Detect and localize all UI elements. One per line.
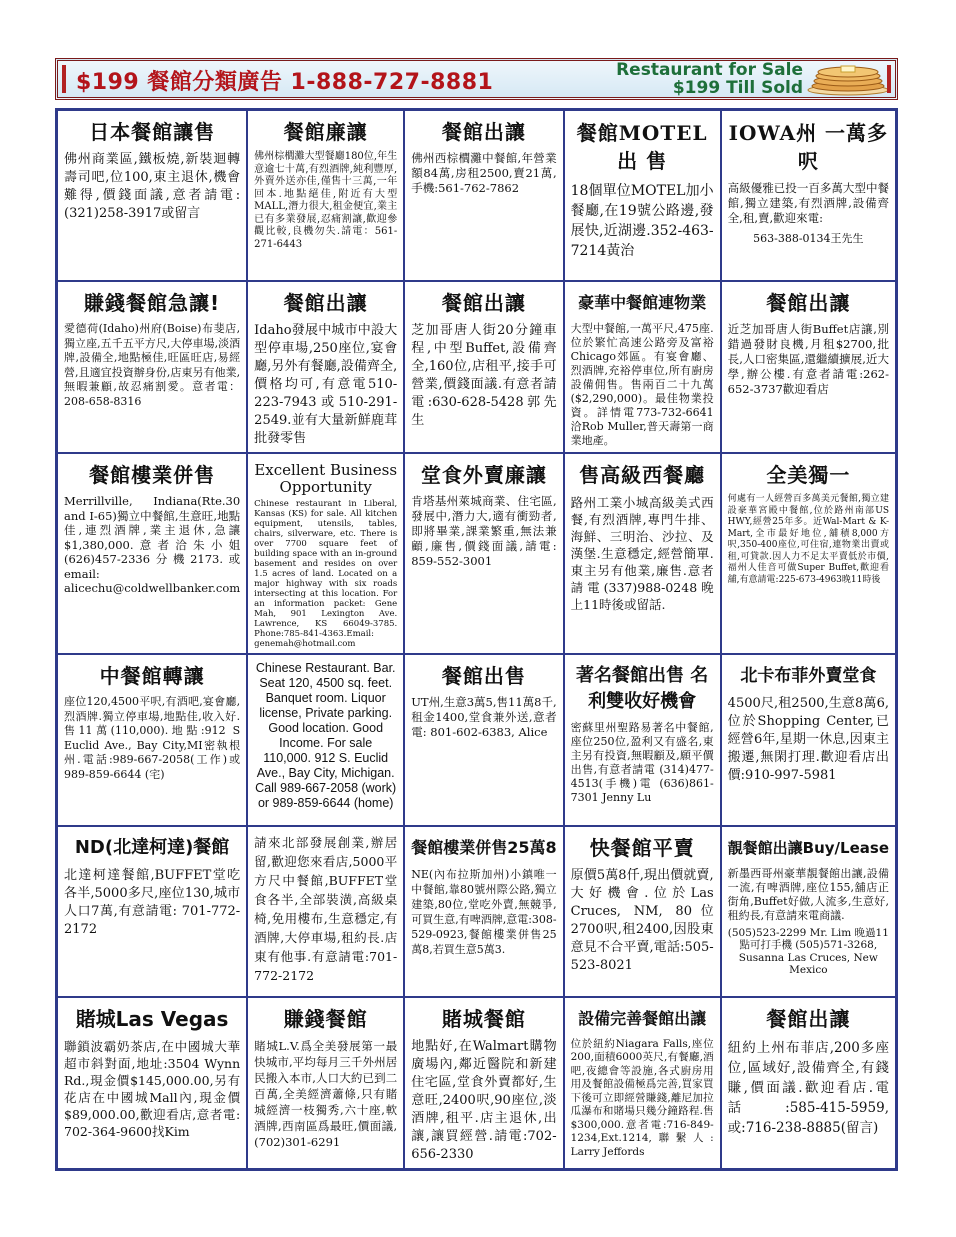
ad-chicago-buffet (404, 281, 563, 453)
ad-body: 大型中餐館,一萬平尺,475座.位於繁忙高速公路旁及富裕Chicago郊區。有宴會廳、烈酒牌,充裕停車位,所有廚房設備佣售。售兩百二十九萬($2,290,000)。最佳物業投資。詳情電773-732-6641洽Rob Muller,普天壽第一商業地產。 (570, 322, 714, 448)
ad-body: 18個單位MOTEL加小餐廳,在19號公路邊,發展快,近湖邊.352-463-7214黃治 (570, 183, 714, 259)
pancake-stack-icon (805, 62, 891, 96)
ad-title: 賭城餐館 (441, 1006, 526, 1031)
banner-right-line2: $199 Till Sold (672, 78, 803, 98)
ad-unique-nationwide (721, 453, 896, 654)
ad-title: 豪華中餐館連物業 (578, 293, 707, 313)
ad-nebraska (404, 826, 563, 997)
ad-title: 售高級西餐廳 (579, 463, 706, 488)
ad-body: 北達柯達餐館,BUFFET堂吃各半,5000多尺,座位130,城市人口7萬,有意請電: 701-772-2172 (64, 867, 241, 937)
ad-title: 日本餐館讓售 (89, 120, 216, 144)
ad-idaho-buffet (57, 281, 247, 453)
ad-kansas-opportunity (247, 453, 404, 654)
ad-title: 餐館出讓 (283, 291, 368, 316)
ad-title: 靚餐館出讓Buy/Lease (727, 838, 889, 857)
ad-famous-restaurant (564, 654, 721, 825)
ad-body: 聯鎖波霸奶茶店,在中國城大華超市斜對面,地址:3504 Wynn Rd.,現金價$145,000.00,另有花店在中國城Mall內,現金價$89,000.00,歡迎看店,意者電: 702-364-9600找Kim (64, 1038, 241, 1139)
ad-body: NE(內布拉斯加州)小鎮唯一中餐館,靠80號州際公路,獨立建築,80位,堂吃外賣,無競爭,可買生意,有啤酒牌,意電:308-529-0923,餐館樓業併售25萬8,若買生意5萬3. (411, 867, 557, 956)
ad-body: 密蘇里州聖路易著名中餐館,座位250位,盈利又有盛名,東主另有投資,無暇顧及,願平價出售,有意者請電 (314)477-4513(手機)電 (636)861-7301 Jenny Lu (570, 721, 714, 805)
ad-fast-food (564, 826, 721, 997)
ad-las-vegas-teashop (57, 997, 247, 1169)
ad-title: 賺錢餐館 (283, 1006, 368, 1031)
ad-body: 位於紐約Niagara Falls,座位200,面積6000英尺,有餐廳,酒吧,夜總會等設施,各式廚房用用及餐館設備極爲完善,買家買下後可立即經營賺錢,離尼加拉瓜瀑布和賭場只幾分鐘路程.售$300,000.意者電:716-849-1234,Ext.1214,聯繫人: Larry Jeffords (570, 1037, 714, 1158)
ad-niagara-falls (564, 997, 721, 1169)
ad-japanese-restaurant (57, 110, 247, 281)
ad-body: 請來北部發展創業,辦居留,歡迎您來看店,5000平方尺中餐館,BUFFET堂食各半,全部裝潢,高級桌椅,免用樓布,生意穩定,有酒牌,大停車場,租約長.店東有他事.有意請電:701-772-2172 (254, 834, 398, 983)
banner-left-bar (62, 65, 66, 93)
ad-motel-sale (564, 110, 721, 281)
ad-title: 餐館樓業併售25萬8 (411, 837, 557, 857)
ad-body: 愛德荷(Idaho)州府(Boise)布斐店,獨立座,五千五平方尺,大停車場,淡酒牌,設備全,地點極佳,旺區旺店,易經營,且適宜投資辦身份,店東另有他業,無暇兼顧,故忍痛割愛。意者電：208-658-8316 (64, 322, 241, 408)
ad-body: 芝加哥唐人街20分鐘車程,中型Buffet,設備齊全,160位,店租平,接手可營業,價錢面議.有意者請電:630-628-5428郭先生 (411, 323, 557, 429)
ad-title: 賺錢餐館急讓! (84, 291, 221, 316)
ad-restaurant-transfer (404, 110, 563, 281)
ad-title: 著名餐館出售 名利雙收好機會 (576, 665, 709, 713)
ad-chicago-buffet-2 (721, 281, 896, 453)
ad-upstate-ny-buffet (721, 997, 896, 1169)
ad-title: 全美獨一 (766, 463, 851, 488)
ad-luxury-restaurant-property (564, 281, 721, 453)
ad-title: 設備完善餐館出讓 (578, 1008, 707, 1028)
ad-body: 佛州西棕櫚灘中餐館,年營業額84萬,房租2500,賣21萬,手機:561-762-7862 (411, 151, 557, 195)
ad-body: 原價5萬8仟,現出價就賣,大好機會.位於Las Cruces, NM, 80位2700呎,租2400,因股東意見不合平賣,電話:505-523-8021 (570, 867, 714, 973)
ad-title: 堂食外賣廉讓 (420, 463, 547, 488)
ad-michigan-english (247, 654, 404, 825)
ad-body: 路州工業小城高級美式西餐,有烈酒牌,專門牛排、海鮮、三明治、沙拉、及漢堡.生意穩定,經營簡單.東主另有他業,廉售.意者請電(337)988-0248晚上11時後或留話. (570, 495, 714, 613)
ad-nc-buffet (721, 654, 896, 825)
ad-title: 餐館出售 (441, 664, 526, 689)
ad-title: 餐館廉讓 (283, 120, 368, 144)
ad-body: Idaho發展中城市中設大型停車場,250座位,宴會廳,另外有餐廳,設備齊全,價格均可,有意電510-223-7943或510-291-2549.並有大量新鮮鹿茸批發零售 (254, 323, 398, 447)
ad-louisiana-western (564, 453, 721, 654)
ad-michigan-chinese (57, 654, 247, 825)
ad-kentucky-takeout (404, 453, 563, 654)
ad-title: Excellent Business Opportunity (254, 461, 398, 497)
ad-title: ND(北達柯達)餐館 (74, 836, 230, 858)
ad-casino-city-restaurant (404, 997, 563, 1169)
ad-body: 4500尺,租2500,生意8萬6,位於Shopping Center,已經營6年,星期一休息,因東主搬遷,無閑打理.歡迎看店出價:910-997-5981 (727, 696, 889, 784)
ad-contact: (505)523-2299 Mr. Lim 晚過11點可打手機 (505)571-3268, Susanna Las Cruces, New Mexico (727, 926, 889, 977)
ad-idaho-restaurant (247, 281, 404, 453)
ad-body: UT州,生意3萬5,售11萬8千,租金1400,堂食兼外送,意者電: 801-602-6383, Alice (411, 695, 557, 740)
ad-title: 餐館樓業併售 (89, 463, 216, 488)
ad-body: 高級優雅已投一百多萬大型中餐館,獨立建築,有烈酒牌,設備齊全,租,賣,歡迎來電: (727, 181, 889, 225)
banner-right-bar (887, 65, 891, 93)
header-banner (55, 58, 898, 100)
banner-english-title (558, 61, 803, 97)
ad-las-vegas-restaurant (247, 997, 404, 1169)
ad-indiana-restaurant (57, 453, 247, 654)
ad-body: Merrillville, Indiana(Rte.30 and I-65)獨立中餐館,生意旺,地點佳,連烈酒牌,業主退休,急讓$1,380,000.意者洽朱小姐 (626)457-2336分機2173.或email: alicechu@coldwellbanker.com (64, 494, 241, 596)
ad-body: 地點好,在Walmart購物廣場內,鄰近醫院和新建住宅區,堂食外賣都好,生意旺,2400呎,90座位,淡酒牌,租平.店主退休,出讓,讓買經營.請電:702-656-2330 (411, 1038, 557, 1162)
ad-body: 賭城L.V.爲全美發展第一最快城市,平均每月三千外州居民搬入本市,人口大約已到二百萬,全美經濟蕭條,只有賭城經濟一枝獨秀,六十座,軟酒牌,西南區爲最旺,價面議,(702)301-6291 (254, 1038, 398, 1149)
ad-body: 何處有一人經營百多萬美元餐館,獨立建設豪華宮殿中餐館,位於路州南部US HWY,經營25年多。近Wal-Mart & K-Mart,全市最好地位,舖積8,000方呎,350-400座位,可住宿,連物業出賣或租,可貸款.因人力不足太平賣低於市價,福州人佳音可做Super Buffet,歡迎看舖,有意請電:225-673-4963晚11時後 (727, 494, 889, 585)
ad-contact: 563-388-0134王先生 (753, 232, 864, 245)
ad-body: 佛州商業區,鐵板燒,新裝迴轉壽司吧,位100,東主退休,機會難得,價錢面議,意者請電:(321)258-3917或留言 (64, 152, 241, 221)
ad-body: 近芝加哥唐人街Buffet店讓,別錯過發財良機,月租$2700,批長,人口密集區,還繼續擴展,近大學,辦公樓.有意者請電:262-652-3737歡迎看店 (727, 322, 889, 397)
ad-title: 餐館MOTEL 出 售 (576, 121, 708, 173)
ad-title: 餐館出讓 (766, 1006, 851, 1031)
ad-new-mexico (721, 826, 896, 997)
ad-body: 肯塔基州萊城商業、住宅區,發展中,潛力大,適有衝勁者,即將畢業,課業繁重,無法兼顧,廉售,價錢面議,請電: 859-552-3001 (411, 494, 557, 569)
ad-body: Chinese restaurant in Liberal, Kansas (KS) for sale. All kitchen equipment, utensils, tables, chairs, silverware, etc. There is over 7700 square feet of building space with an in-ground basement and resides on over 1.5 acres of land. Located on a major highway with six roads intersecting at this location. For an information packet: Gene Mah, 901 Lexington Ave. Lawrence, KS 66049-3785. Phone:785-841-4363.Email: genemah@hotmail.com (254, 499, 398, 650)
banner-phone-title: $199 餐館分類廣告 1-888-727-8881 (76, 70, 494, 95)
ad-body: 佛州棕櫚灘大型餐廳180位,年生意逾七十萬,有烈酒牌,純利豐厚,外賣外送亦佳,僅售十三萬,一年回本.地點絕佳,附近有大型MALL,潛力很大,租金便宜,業主已有多業發展,忍痛割讓,歡迎參觀比較,良機勿失.請電：561-271-6443 (254, 151, 398, 250)
ad-body: 紐約上州布菲店,200多座位,區域好,設備齊全,有錢賺,價面議.歡迎看店.電話:585-415-5959,或:716-238-8885(留言) (727, 1039, 889, 1136)
ad-title: 快餐館平賣 (589, 835, 695, 860)
ad-title: 餐館出讓 (766, 291, 851, 316)
ad-body: 新墨西哥州豪華靚餐館出讓,設備一流,有啤酒牌,座位155,舖店正街角,Buffet好做,人流多,生意好,租約長,有意請來電商議. (727, 866, 889, 922)
ad-iowa (721, 110, 896, 281)
ad-body: Chinese Restaurant. Bar. Seat 120, 4500 sq. feet. Banquet room. Liquor license, Private parking. Good location. Good Income. For sale 110,000. 912 S. Euclid Ave., Bay City, Michigan. Call 989-667-2058 (work) or 989-859-6644 (home) (255, 661, 397, 811)
banner-right-line1: Restaurant for Sale (616, 60, 803, 80)
classified-ads-grid (55, 108, 898, 1171)
ad-utah-restaurant (404, 654, 563, 825)
ad-title: 中餐館轉讓 (99, 664, 205, 689)
ad-north-dakota-2 (247, 826, 404, 997)
ad-body: 座位120,4500平呎,有酒吧,宴會廳,烈酒牌.獨立停車場,地點佳,收入好.售11萬(110,000).地點:912 S Euclid Ave., Bay City,MI密執根州.電話:989-667-2058(工作)或989-859-6644 (宅) (64, 695, 241, 781)
ad-restaurant-cheap-sale (247, 110, 404, 281)
ad-title: IOWA州 一萬多呎 (728, 121, 889, 173)
ad-title: 餐館出讓 (441, 120, 526, 144)
ad-title: 北卡布菲外賣堂食 (740, 666, 877, 687)
ad-north-dakota (57, 826, 247, 997)
ad-title: 賭城Las Vegas (75, 1006, 229, 1031)
ad-title: 餐館出讓 (441, 291, 526, 316)
